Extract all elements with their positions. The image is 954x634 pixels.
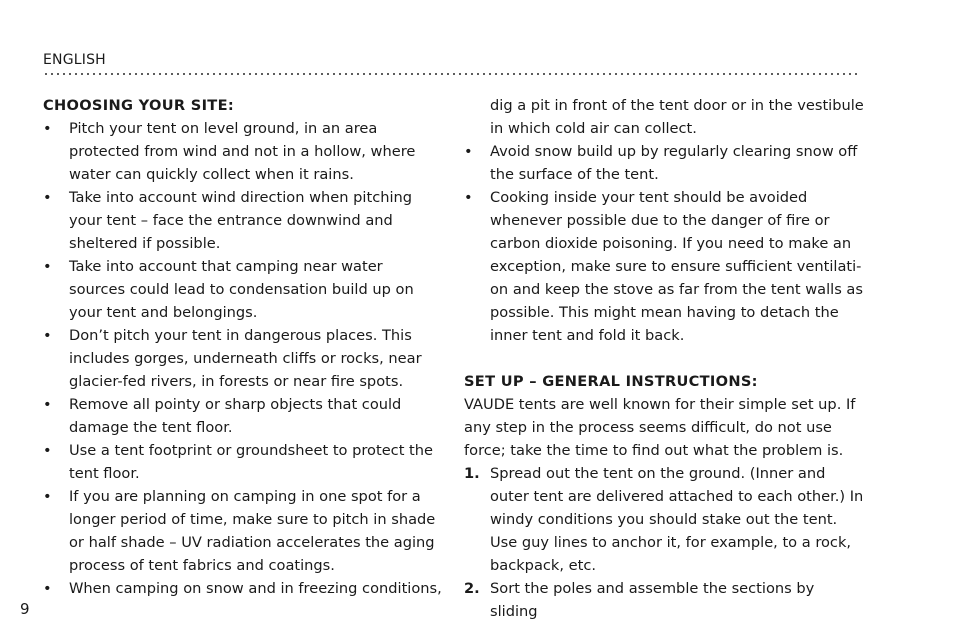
bullet-icon: • — [43, 327, 52, 344]
bullet-icon: • — [43, 189, 52, 206]
continued-text: dig a pit in front of the tent door or in the vestibule in which cold air can collect. — [490, 97, 864, 137]
section-heading-setup: SET UP – GENERAL INSTRUCTIONS: — [464, 373, 758, 390]
list-item — [43, 577, 443, 600]
list-item — [464, 186, 864, 347]
language-label: ENGLISH — [43, 52, 106, 68]
step-item — [464, 577, 864, 623]
step-item — [464, 462, 864, 577]
bullet-icon: • — [43, 396, 52, 413]
list-item — [43, 117, 443, 186]
bullet-icon: • — [43, 258, 52, 275]
list-item-text: Remove all pointy or sharp objects that could damage the tent floor. — [69, 396, 402, 436]
bullet-icon: • — [43, 120, 52, 137]
step-text: Spread out the tent on the ground. (Inner and outer tent are delivered attached to each other.) In windy conditions you should stake out the tent. Use guy lines to anchor it, for example, to a rock, backpack, etc. — [490, 465, 864, 574]
page-number: 9 — [20, 600, 30, 618]
section-heading-choosing-site: CHOOSING YOUR SITE: — [43, 97, 234, 114]
snow-tips-list — [464, 140, 864, 347]
bullet-icon: • — [43, 580, 52, 597]
list-item — [43, 255, 443, 324]
list-item — [43, 485, 443, 577]
list-item — [43, 439, 443, 485]
dotted-divider — [43, 72, 859, 76]
step-number: 2. — [464, 580, 480, 597]
right-column — [464, 94, 864, 623]
bullet-icon: • — [464, 143, 473, 160]
list-item-text: If you are planning on camping in one spot for a longer period of time, make sure to pitch in shade or half shade – UV radiation accelerates the aging process of tent fabrics and coatings. — [69, 488, 436, 574]
step-number: 1. — [464, 465, 480, 482]
bullet-icon: • — [43, 488, 52, 505]
list-item — [464, 140, 864, 186]
list-item — [43, 324, 443, 393]
list-item-text: Cooking inside your tent should be avoided whenever possible due to the danger of fire or carbon dioxide poisoning. If you need to make an exception, make sure to ensure sufficient ventilati-on and keep the stove as far from the tent walls as possible. This might mean having to detach the inner tent and fold it back. — [490, 189, 863, 344]
bullet-icon: • — [464, 189, 473, 206]
list-item-text: Don’t pitch your tent in dangerous places. This includes gorges, underneath cliffs or rocks, near glacier-fed rivers, in forests or near fire spots. — [69, 327, 422, 390]
list-item-text: Use a tent footprint or groundsheet to protect the tent floor. — [69, 442, 434, 482]
list-item-text: Avoid snow build up by regularly clearing snow off the surface of the tent. — [490, 143, 858, 183]
list-item-text: Take into account that camping near water sources could lead to condensation build up on your tent and belongings. — [69, 258, 414, 321]
list-item-text: Take into account wind direction when pitching your tent – face the entrance downwind and sheltered if possible. — [69, 189, 413, 252]
list-item-text: When camping on snow and in freezing conditions, — [69, 580, 442, 597]
setup-steps-list — [464, 462, 864, 623]
bullet-icon: • — [43, 442, 52, 459]
setup-intro: VAUDE tents are well known for their simple set up. If any step in the process seems difficult, do not use force; take the time to find out what the problem is. — [464, 396, 856, 459]
spacer — [464, 347, 864, 370]
step-text: Sort the poles and assemble the sections by sliding — [490, 580, 815, 620]
site-tips-list — [43, 117, 443, 600]
left-column — [43, 94, 443, 600]
list-item — [43, 186, 443, 255]
list-item-text: Pitch your tent on level ground, in an area protected from wind and not in a hollow, where water can quickly collect when it rains. — [69, 120, 416, 183]
list-item — [43, 393, 443, 439]
